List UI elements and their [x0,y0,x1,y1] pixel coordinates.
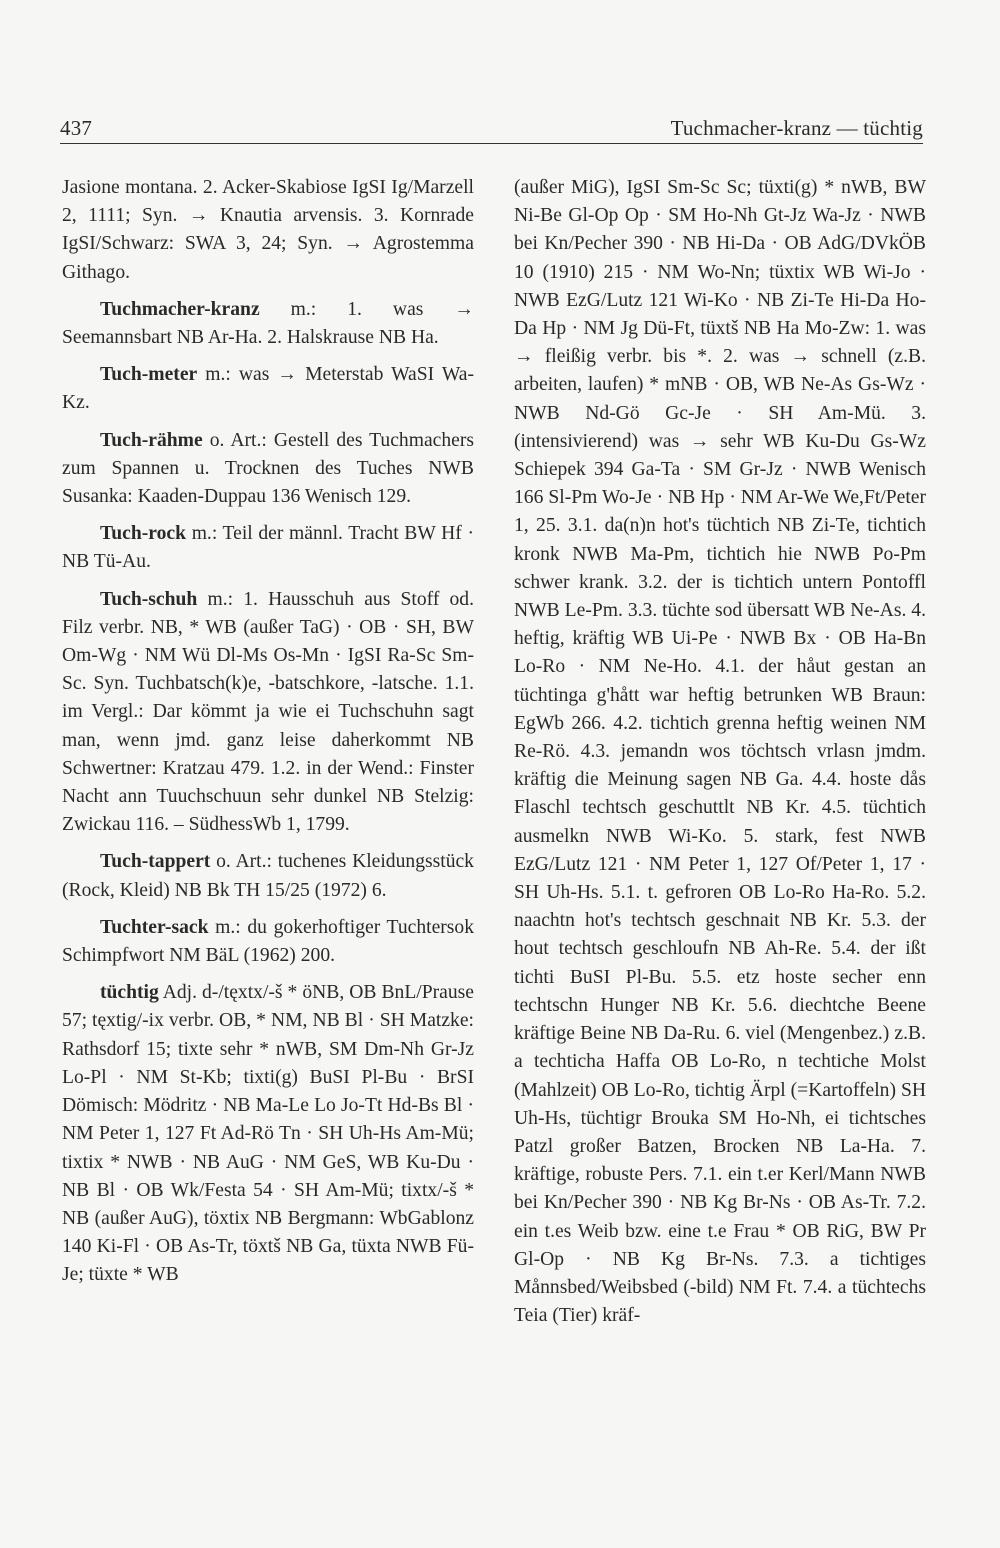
dictionary-entry [62,361,474,417]
entry-body: m.: du gokerhoftiger Tuchtersok Schimpfwort NM BäL (1962) 200. [62,916,475,967]
entry-body: Adj. d-/tęxtx/-š * öNB, OB BnL/Prause 57; tęxtig/-ix verbr. OB, * NM, NB Bl · SH Matzke: Rathsdorf 15; tixte sehr * nWB, SM Dm-Nh Gr-Jz Lo-Pl · NM St-Kb; tixti(g) BuSI Pl-Bu · BrSI Dömisch: Mödritz · NB Ma-Le Lo Jo-Tt Hd-Bs Bl · NM Peter 1, 127 Ft Ad-Rö Tn · SH Uh-Hs Am-Mü; tixtix * NWB · NB AuG · NM GeS, WB Ku-Du · NB Bl · OB Wk/Festa 54 · SH Am-Mü; tixtx/-š * NB (außer AuG), töxtix NB Bergmann: WbGablonz 140 Ki-Fl · OB As-Tr, töxtš NB Ga, tüxta NWB Fü-Je; tüxte * WB [62,982,474,1286]
entry-headword: Tuch-tappert [100,851,211,873]
dictionary-entry [62,520,474,576]
right-column [514,174,926,1339]
dictionary-entry [62,427,474,512]
left-column [62,174,474,1299]
dictionary-entry [62,848,474,904]
page-number: 437 [60,116,93,140]
header-rule [60,143,923,144]
entry-body: m.: 1. was → Seemannsbart NB Ar-Ha. 2. Halskrause NB Ha. [62,298,474,349]
entry-headword: Tuch-meter [100,364,198,386]
entry-body: o. Art.: Gestell des Tuchmachers zum Spannen u. Trocknen des Tuches NWB Susanka: Kaaden-Duppau 136 Wenisch 129. [62,429,475,508]
entry-body: m.: 1. Hausschuh aus Stoff od. Filz verbr. NB, * WB (außer TaG) · OB · SH, BW Om-Wg · NM Wü Dl-Ms Os-Mn · IgSI Ra-Sc Sm-Sc. Syn. Tuchbatsch(k)e, -batschkore, -latsche. 1.1. im Vergl.: Dar kömmt ja wie ei Tuchschuhn sagt man, wenn jmd. ganz leise daherkommt NB Schwertner: Kratzau 479. 1.2. in der Wend.: Finster Nacht ann Tuuchschuun sehr dunkel NB Stelzig: Zwickau 116. – SüdhessWb 1, 1799. [62,588,474,836]
dictionary-entry [62,296,474,352]
entry-headword: Tuchmacher-kranz [100,298,260,320]
entry-headword: Tuch-rähme [100,429,203,451]
entry-body: Jasione montana. 2. Acker-Skabiose IgSI Ig/Marzell 2, 1111; Syn. → Knautia arvensis. 3. Kornrade IgSI/Schwarz: SWA 3, 24; Syn. → Agrostemma Githago. [62,177,474,283]
page-header [60,116,923,141]
dictionary-entry-continued [514,174,926,1330]
entry-headword: Tuchter-sack [100,916,209,938]
dictionary-entry [62,914,474,970]
entry-headword: Tuch-rock [100,523,187,545]
dictionary-entry [62,586,474,840]
entry-headword: Tuch-schuh [100,588,198,610]
entry-body: o. Art.: tuchenes Kleidungsstück (Rock, Kleid) NB Bk TH 15/25 (1972) 6. [62,851,474,901]
dictionary-entry [62,979,474,1289]
entry-body: m.: Teil der männl. Tracht BW Hf · NB Tü-Au. [62,523,474,573]
running-title: Tuchmacher-kranz — tüchtig [670,116,923,140]
entry-body: (außer MiG), IgSI Sm-Sc Sc; tüxti(g) * nWB, BW Ni-Be Gl-Op Op · SM Ho-Nh Gt-Jz Wa-Jz · NWB bei Kn/Pecher 390 · NB Hi-Da · OB AdG/DVkÖB 10 (1910) 215 · NM Wo-Nn; tüxtix WB Wi-Jo · NWB EzG/Lutz 121 Wi-Ko · NB Zi-Te Hi-Da Ho-Da Hp · NM Jg Dü-Ft, tüxtš NB Ha Mo-Zw: 1. was → fleißig verbr. bis *. 2. was → schnell (z.B. arbeiten, laufen) * mNB · OB, WB Ne-As Gs-Wz · NWB Nd-Gö Gc-Je · SH Am-Mü. 3. (intensivierend) was → sehr WB Ku-Du Gs-Wz Schiepek 394 Ga-Ta · SM Gr-Jz · NWB Wenisch 166 Sl-Pm Wo-Je · NB Hp · NM Ar-We We,Ft/Peter 1, 25. 3.1. da(n)n hot's tüchtich NB Zi-Te, tichtich kronk NWB Ma-Pm, tichtich hie NWB Po-Pm schwer krank. 3.2. der is tichtich untern Pontoffl NWB Le-Pm. 3.3. tüchte sod übersatt WB Ne-As. 4. heftig, kräftig WB Ui-Pe · NWB Bx · OB Ha-Bn Lo-Ro · NM Ne-Ho. 4.1. der håut gestan an tüchtinga g'hått war heftig betrunken WB Braun: EgWb 266. 4.2. tichtich grenna heftig weinen NM Re-Rö. 4.3. jemandn wos töchtsch vrlasn jmdm. kräftig die Meinung sagen NB Ga. 4.4. hoste dås Flaschl techtsch geschuttlt NB Kr. 4.5. tüchtich ausmelkn NWB Wi-Ko. 5. stark, fest NWB EzG/Lutz 121 · NM Peter 1, 127 Of/Peter 1, 17 · SH Uh-Hs. 5.1. t. gefroren OB Lo-Ro Ha-Ro. 5.2. naachtn hot's techtsch geschnait NB Kr. 5.3. der hout techtsch geschloufn NB Ah-Re. 5.4. der ißt tichti BuSI Pl-Bu. 5.5. etz hoste secher enn techtschn Hunger NB Kr. 5.6. diechtche Beene kräftige Beine NB Da-Ru. 6. viel (Mengenbez.) z.B. a techticha Haffa OB Lo-Ro, n techtiche Molst (Mahlzeit) OB Lo-Ro, tichtig Ärpl (=Kartoffeln) SH Uh-Hs, tüchtigr Brouka SM Ho-Nh, ei tichtsches Patzl großer Batzen, Brocken NB La-Ha. 7. kräftige, robuste Pers. 7.1. ein t.er Kerl/Mann NWB bei Kn/Pecher 390 · NB Kg Br-Ns · OB As-Tr. 7.2. ein t.es Weib bzw. eine t.e Frau * OB RiG, BW Pr Gl-Op · NB Kg Br-Ns. 7.3. a tichtiges Månnsbed/Weibsbed (-bild) NM Ft. 7.4. a tüchtechs Teia (Tier) kräf- [514,177,926,1327]
entry-body: m.: was → Meterstab WaSI Wa-Kz. [62,364,474,414]
dictionary-entry [62,174,474,287]
entry-headword: tüchtig [100,982,159,1004]
